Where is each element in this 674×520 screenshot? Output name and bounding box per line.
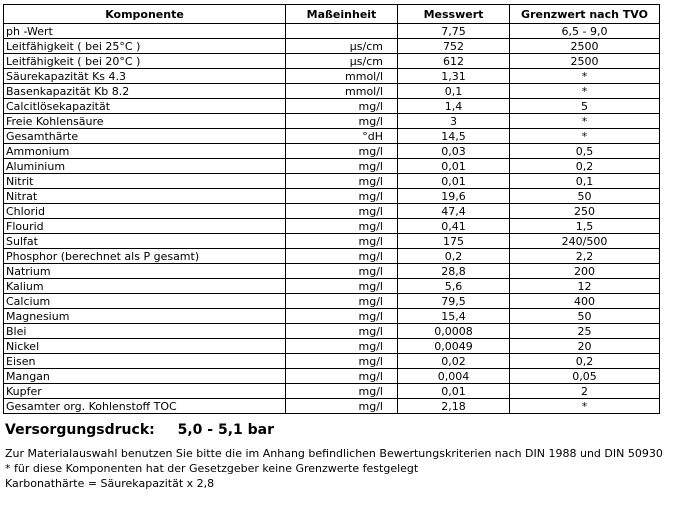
limit-value-cell: 1,5 <box>510 219 660 234</box>
unit-cell: mg/l <box>286 249 398 264</box>
table-row <box>4 294 660 309</box>
table-row <box>4 219 660 234</box>
table-row <box>4 129 660 144</box>
component-cell: Leitfähigkeit ( bei 25°C ) <box>4 39 286 54</box>
measured-value-cell: 7,75 <box>398 24 510 39</box>
component-cell: Mangan <box>4 369 286 384</box>
measured-value-cell: 0,01 <box>398 384 510 399</box>
measured-value-cell: 2,18 <box>398 399 510 414</box>
table-row <box>4 174 660 189</box>
unit-cell: µs/cm <box>286 39 398 54</box>
measured-value-cell: 14,5 <box>398 129 510 144</box>
component-cell: Calcitlösekapazität <box>4 99 286 114</box>
component-cell: Säurekapazität Ks 4.3 <box>4 69 286 84</box>
limit-value-cell: 2500 <box>510 39 660 54</box>
unit-cell: mg/l <box>286 114 398 129</box>
measured-value-cell: 3 <box>398 114 510 129</box>
unit-cell: mg/l <box>286 204 398 219</box>
component-cell: Kalium <box>4 279 286 294</box>
table-row <box>4 384 660 399</box>
unit-cell: mg/l <box>286 399 398 414</box>
component-cell: Leitfähigkeit ( bei 20°C ) <box>4 54 286 69</box>
table-row <box>4 39 660 54</box>
table-row <box>4 204 660 219</box>
component-cell: Kupfer <box>4 384 286 399</box>
limit-value-cell: * <box>510 114 660 129</box>
component-cell: Gesamter org. Kohlenstoff TOC <box>4 399 286 414</box>
unit-cell: mg/l <box>286 339 398 354</box>
component-cell: Calcium <box>4 294 286 309</box>
supply-pressure <box>5 422 274 438</box>
component-cell: Sulfat <box>4 234 286 249</box>
note-asterisk-legend: * für diese Komponenten hat der Gesetzgeber keine Grenzwerte festgelegt <box>5 462 419 475</box>
limit-value-cell: 250 <box>510 204 660 219</box>
water-analysis-table-wrap <box>3 4 660 414</box>
measured-value-cell: 0,2 <box>398 249 510 264</box>
measured-value-cell: 0,41 <box>398 219 510 234</box>
limit-value-cell: 0,2 <box>510 159 660 174</box>
unit-cell: mg/l <box>286 159 398 174</box>
table-body <box>4 24 660 414</box>
component-cell: Natrium <box>4 264 286 279</box>
table-row <box>4 279 660 294</box>
measured-value-cell: 5,6 <box>398 279 510 294</box>
note-material-selection: Zur Materialauswahl benutzen Sie bitte die im Anhang befindlichen Bewertungskriterien nach DIN 1988 und DIN 50930 <box>5 447 663 460</box>
table-row <box>4 159 660 174</box>
header-komponente: Komponente <box>4 5 286 24</box>
limit-value-cell: 25 <box>510 324 660 339</box>
water-analysis-table <box>3 4 660 414</box>
measured-value-cell: 612 <box>398 54 510 69</box>
unit-cell: mg/l <box>286 144 398 159</box>
unit-cell: mg/l <box>286 219 398 234</box>
limit-value-cell: 0,1 <box>510 174 660 189</box>
unit-cell: mg/l <box>286 354 398 369</box>
limit-value-cell: * <box>510 69 660 84</box>
component-cell: Basenkapazität Kb 8.2 <box>4 84 286 99</box>
table-row <box>4 354 660 369</box>
limit-value-cell: 2,2 <box>510 249 660 264</box>
measured-value-cell: 79,5 <box>398 294 510 309</box>
component-cell: Phosphor (berechnet als P gesamt) <box>4 249 286 264</box>
unit-cell: mg/l <box>286 369 398 384</box>
measured-value-cell: 175 <box>398 234 510 249</box>
limit-value-cell: 50 <box>510 189 660 204</box>
limit-value-cell: * <box>510 399 660 414</box>
limit-value-cell: 6,5 - 9,0 <box>510 24 660 39</box>
unit-cell: mg/l <box>286 234 398 249</box>
component-cell: Nitrit <box>4 174 286 189</box>
table-row <box>4 144 660 159</box>
unit-cell: mg/l <box>286 294 398 309</box>
limit-value-cell: * <box>510 84 660 99</box>
component-cell: Blei <box>4 324 286 339</box>
measured-value-cell: 0,0008 <box>398 324 510 339</box>
measured-value-cell: 0,02 <box>398 354 510 369</box>
table-row <box>4 339 660 354</box>
component-cell: ph -Wert <box>4 24 286 39</box>
table-row <box>4 264 660 279</box>
limit-value-cell: 0,2 <box>510 354 660 369</box>
limit-value-cell: 12 <box>510 279 660 294</box>
unit-cell: mg/l <box>286 174 398 189</box>
component-cell: Ammonium <box>4 144 286 159</box>
component-cell: Chlorid <box>4 204 286 219</box>
unit-cell: mg/l <box>286 189 398 204</box>
measured-value-cell: 15,4 <box>398 309 510 324</box>
limit-value-cell: 50 <box>510 309 660 324</box>
component-cell: Gesamthärte <box>4 129 286 144</box>
component-cell: Aluminium <box>4 159 286 174</box>
limit-value-cell: 5 <box>510 99 660 114</box>
header-messwert: Messwert <box>398 5 510 24</box>
measured-value-cell: 47,4 <box>398 204 510 219</box>
limit-value-cell: 20 <box>510 339 660 354</box>
table-row <box>4 309 660 324</box>
limit-value-cell: 400 <box>510 294 660 309</box>
unit-cell <box>286 24 398 39</box>
table-row <box>4 234 660 249</box>
limit-value-cell: 240/500 <box>510 234 660 249</box>
component-cell: Nickel <box>4 339 286 354</box>
header-masseinheit: Maßeinheit <box>286 5 398 24</box>
unit-cell: mg/l <box>286 264 398 279</box>
unit-cell: mg/l <box>286 324 398 339</box>
limit-value-cell: 200 <box>510 264 660 279</box>
limit-value-cell: 0,05 <box>510 369 660 384</box>
measured-value-cell: 0,03 <box>398 144 510 159</box>
note-carbonate-hardness: Karbonathärte = Säurekapazität x 2,8 <box>5 477 215 490</box>
measured-value-cell: 752 <box>398 39 510 54</box>
measured-value-cell: 1,31 <box>398 69 510 84</box>
limit-value-cell: 2500 <box>510 54 660 69</box>
limit-value-cell: * <box>510 129 660 144</box>
header-grenzwert: Grenzwert nach TVO <box>510 5 660 24</box>
component-cell: Freie Kohlensäure <box>4 114 286 129</box>
component-cell: Flourid <box>4 219 286 234</box>
table-header-row <box>4 5 660 24</box>
measured-value-cell: 28,8 <box>398 264 510 279</box>
unit-cell: °dH <box>286 129 398 144</box>
table-row <box>4 399 660 414</box>
limit-value-cell: 2 <box>510 384 660 399</box>
limit-value-cell: 0,5 <box>510 144 660 159</box>
supply-pressure-label: Versorgungsdruck: <box>5 422 155 438</box>
measured-value-cell: 0,004 <box>398 369 510 384</box>
table-row <box>4 24 660 39</box>
table-row <box>4 249 660 264</box>
unit-cell: mg/l <box>286 384 398 399</box>
measured-value-cell: 0,0049 <box>398 339 510 354</box>
measured-value-cell: 0,1 <box>398 84 510 99</box>
supply-pressure-value: 5,0 - 5,1 bar <box>177 422 275 438</box>
component-cell: Eisen <box>4 354 286 369</box>
table-row <box>4 99 660 114</box>
table-row <box>4 189 660 204</box>
table-row <box>4 54 660 69</box>
unit-cell: mg/l <box>286 279 398 294</box>
measured-value-cell: 0,01 <box>398 174 510 189</box>
unit-cell: mg/l <box>286 99 398 114</box>
table-row <box>4 369 660 384</box>
table-row <box>4 114 660 129</box>
table-row <box>4 324 660 339</box>
component-cell: Nitrat <box>4 189 286 204</box>
measured-value-cell: 1,4 <box>398 99 510 114</box>
table-row <box>4 69 660 84</box>
component-cell: Magnesium <box>4 309 286 324</box>
unit-cell: µs/cm <box>286 54 398 69</box>
unit-cell: mg/l <box>286 309 398 324</box>
unit-cell: mmol/l <box>286 69 398 84</box>
table-row <box>4 84 660 99</box>
measured-value-cell: 0,01 <box>398 159 510 174</box>
notes <box>5 446 663 491</box>
unit-cell: mmol/l <box>286 84 398 99</box>
measured-value-cell: 19,6 <box>398 189 510 204</box>
